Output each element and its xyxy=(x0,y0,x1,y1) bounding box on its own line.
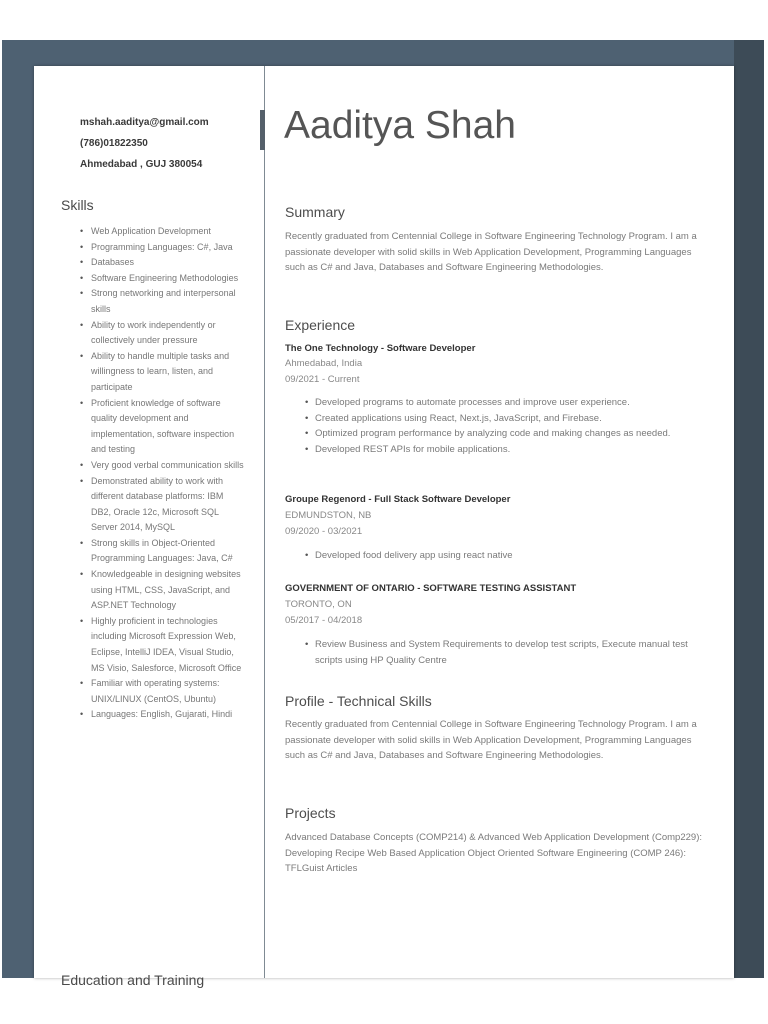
left-column xyxy=(34,66,265,988)
job-dates: 05/2017 - 04/2018 xyxy=(285,615,363,626)
job-location: EDMUNDSTON, NB xyxy=(285,510,372,521)
summary-text: Recently graduated from Centennial College in Software Engineering Technology Program. I am a passionate developer with solid skills in Web Application Development, Programming Languages such as C# and Java, Databases and Software Engineering Methodologies. xyxy=(285,231,697,274)
skill-item: • Highly proficient in technologies including Microsoft Expression Web, Eclipse, IntelliJ IDEA, Visual Studio, MS Visio, Salesforce, Microsoft Office xyxy=(80,614,245,676)
skills-list xyxy=(80,224,245,723)
summary-heading: Summary xyxy=(285,204,345,220)
job-location: Ahmedabad, India xyxy=(285,358,363,369)
projects-heading: Projects xyxy=(285,805,336,821)
candidate-name: Aaditya Shah xyxy=(284,104,517,147)
name-accent-bar xyxy=(260,110,265,150)
skill-item: • Ability to work independently or collectively under pressure xyxy=(80,318,245,349)
skill-item: • Demonstrated ability to work with different database platforms: IBM DB2, Oracle 12c, Microsoft SQL Server 2014, MySQL xyxy=(80,474,245,536)
contact-location: Ahmedabad , GUJ 380054 xyxy=(80,159,203,170)
skill-item: • Web Application Development xyxy=(80,224,245,240)
skill-item: • Ability to handle multiple tasks and willingness to learn, listen, and participate xyxy=(80,349,245,396)
contact-info xyxy=(80,112,260,175)
education-heading: Education and Training xyxy=(61,972,205,988)
skill-item: • Software Engineering Methodologies xyxy=(80,271,245,287)
job-bullets xyxy=(305,548,710,564)
contact-phone: (786)01822350 xyxy=(80,138,148,149)
job-bullets xyxy=(305,637,710,668)
job-bullet: • Developed programs to automate processes and improve user experience. xyxy=(305,395,710,411)
job-dates: 09/2020 - 03/2021 xyxy=(285,526,363,537)
job-location: TORONTO, ON xyxy=(285,599,352,610)
job-title: GOVERNMENT OF ONTARIO - SOFTWARE TESTING ASSISTANT xyxy=(285,583,577,594)
contact-email: mshah.aaditya@gmail.com xyxy=(80,117,209,128)
job-dates: 09/2021 - Current xyxy=(285,374,360,385)
job-title: Groupe Regenord - Full Stack Software Developer xyxy=(285,494,511,505)
skills-heading: Skills xyxy=(61,197,94,213)
skill-item: • Databases xyxy=(80,255,245,271)
skill-item: • Strong networking and interpersonal skills xyxy=(80,286,245,317)
frame-shadow xyxy=(734,40,764,978)
job-bullet: • Created applications using React, Next.js, JavaScript, and Firebase. xyxy=(305,411,710,427)
job-bullet: • Optimized program performance by analyzing code and making changes as needed. xyxy=(305,426,710,442)
projects-text: Advanced Database Concepts (COMP214) & Advanced Web Application Development (Comp229): Developing Recipe Web Based Application Object Oriented Software Engineering (COMP 246): TFLGuist Articles xyxy=(285,832,702,875)
skill-item: • Strong skills in Object-Oriented Programming Languages: Java, C# xyxy=(80,536,245,567)
profile-text: Recently graduated from Centennial College in Software Engineering Technology Program. I am a passionate developer with solid skills in Web Application Development, Programming Languages such as C# and Java, Databases and Software Engineering Methodologies. xyxy=(285,719,697,762)
job-title: The One Technology - Software Developer xyxy=(285,343,476,354)
experience-heading: Experience xyxy=(285,317,356,333)
job-bullet: • Review Business and System Requirements to develop test scripts, Execute manual test scripts using HP Quality Centre xyxy=(305,637,710,668)
profile-heading: Profile - Technical Skills xyxy=(285,693,432,709)
job-bullets xyxy=(305,395,710,457)
skill-item: • Very good verbal communication skills xyxy=(80,458,245,474)
skill-item: • Programming Languages: C#, Java xyxy=(80,240,245,256)
skill-item: • Proficient knowledge of software quality development and implementation, software inspection and testing xyxy=(80,396,245,458)
skill-item: • Knowledgeable in designing websites using HTML, CSS, JavaScript, and ASP.NET Technology xyxy=(80,567,245,614)
job-bullet: • Developed REST APIs for mobile applications. xyxy=(305,442,710,458)
skill-item: • Languages: English, Gujarati, Hindi xyxy=(80,707,245,723)
skill-item: • Familiar with operating systems: UNIX/LINUX (CentOS, Ubuntu) xyxy=(80,676,245,707)
resume-page xyxy=(34,66,734,988)
page-frame xyxy=(2,40,764,988)
job-bullet: • Developed food delivery app using react native xyxy=(305,548,710,564)
